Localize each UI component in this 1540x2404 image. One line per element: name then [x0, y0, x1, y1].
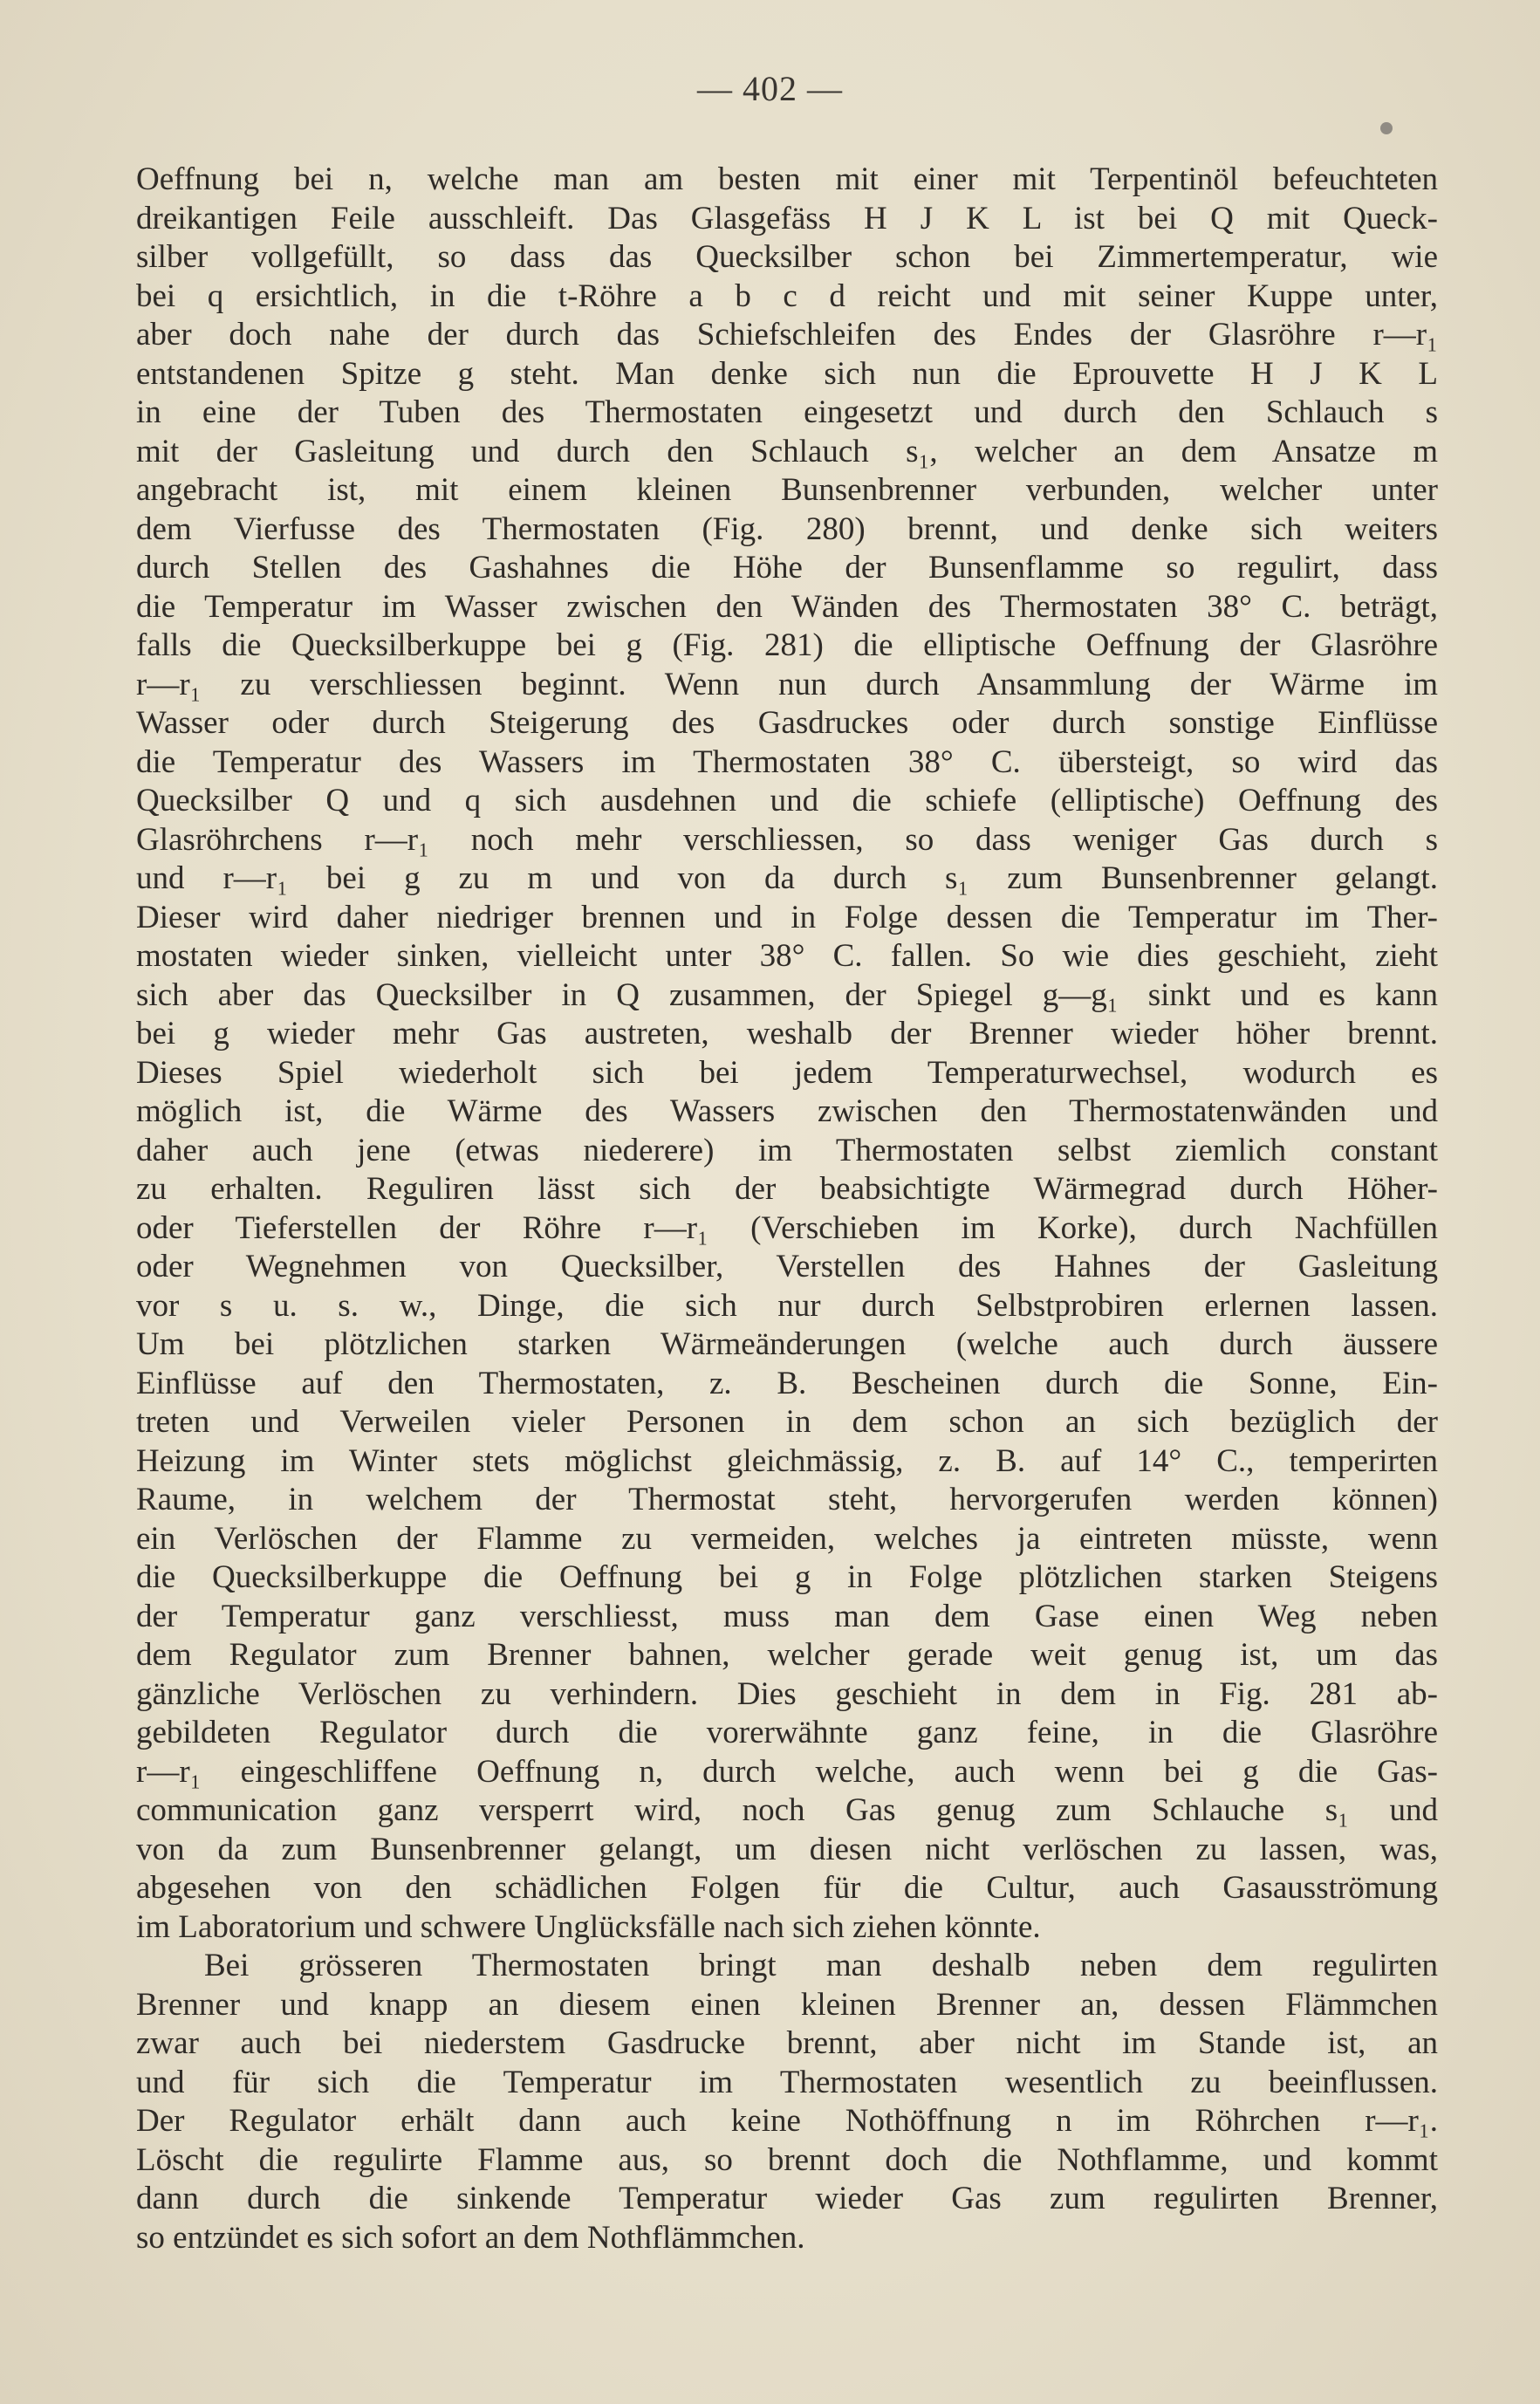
- text-line: Um bei plötzlichen starken Wärmeänderungen (welche auch durch äussere: [136, 1326, 1438, 1362]
- text-line: daher auch jene (etwas niederere) im Thermostaten selbst ziemlich constant: [136, 1132, 1438, 1168]
- text-line: bei g wieder mehr Gas austreten, weshalb der Brenner wieder höher brennt.: [136, 1016, 1438, 1051]
- page-number: — 402 —: [697, 69, 843, 108]
- text-line: in eine der Tuben des Thermostaten eingesetzt und durch den Schlauch s: [136, 394, 1438, 430]
- text-line: gebildeten Regulator durch die vorerwähnte ganz feine, in die Glasröhre: [136, 1715, 1438, 1750]
- text-line: der Temperatur ganz verschliesst, muss man dem Gase einen Weg neben: [136, 1598, 1438, 1634]
- text-line: Dieser wird daher niedriger brennen und in Folge dessen die Temperatur im Ther-: [136, 899, 1438, 935]
- text-line: zwar auch bei niederstem Gasdrucke brennt, aber nicht im Stande ist, an: [136, 2025, 1438, 2061]
- text-line: r—r₁ eingeschliffene Oeffnung n, durch welche, auch wenn bei g die Gas-: [136, 1753, 1438, 1790]
- text-line: im Laboratorium und schwere Unglücksfälle nach sich ziehen könnte.: [136, 1908, 1041, 1945]
- text-line: abgesehen von den schädlichen Folgen für die Cultur, auch Gasausströmung: [136, 1870, 1438, 1906]
- text-line: vor s u. s. w., Dinge, die sich nur durch Selbstprobiren erlernen lassen.: [136, 1287, 1438, 1324]
- text-line: dann durch die sinkende Temperatur wieder Gas zum regulirten Brenner,: [136, 2181, 1438, 2216]
- text-line: communication ganz versperrt wird, noch Gas genug zum Schlauche s₁ und: [136, 1792, 1438, 1828]
- text-line: aber doch nahe der durch das Schiefschleifen des Endes der Glasröhre r—r₁: [136, 317, 1438, 353]
- text-line: die Temperatur des Wassers im Thermostaten 38° C. übersteigt, so wird das: [136, 743, 1438, 780]
- text-line: silber vollgefüllt, so dass das Quecksilber schon bei Zimmertemperatur, wie: [136, 239, 1438, 275]
- text-line: dem Vierfusse des Thermostaten (Fig. 280) brennt, und denke sich weiters: [136, 510, 1438, 547]
- text-line: falls die Quecksilberkuppe bei g (Fig. 281) die elliptische Oeffnung der Glasröhre: [136, 627, 1438, 663]
- text-line: so entzündet es sich sofort an dem Nothflämmchen.: [136, 2219, 805, 2256]
- text-line: Raume, in welchem der Thermostat steht, hervorgerufen werden können): [136, 1482, 1438, 1517]
- text-line: die Temperatur im Wasser zwischen den Wänden des Thermostaten 38° C. beträgt,: [136, 588, 1438, 625]
- body-text: [136, 161, 1438, 2257]
- text-line: Oeffnung bei n, welche man am besten mit einer mit Terpentinöl befeuchteten: [136, 161, 1438, 197]
- text-line: Wasser oder durch Steigerung des Gasdruckes oder durch sonstige Einflüsse: [136, 705, 1438, 741]
- text-line: mit der Gasleitung und durch den Schlauch s₁, welcher an dem Ansatze m: [136, 433, 1438, 469]
- text-line: treten und Verweilen vieler Personen in dem schon an sich bezüglich der: [136, 1404, 1438, 1440]
- text-line: Glasröhrchens r—r₁ noch mehr verschliessen, so dass weniger Gas durch s: [136, 821, 1438, 858]
- text-line: r—r₁ zu verschliessen beginnt. Wenn nun durch Ansammlung der Wärme im: [136, 666, 1438, 702]
- text-line: Einflüsse auf den Thermostaten, z. B. Bescheinen durch die Sonne, Ein-: [136, 1365, 1438, 1401]
- text-line: bei q ersichtlich, in die t-Röhre a b c d reicht und mit seiner Kuppe unter,: [136, 277, 1438, 314]
- text-line: Bei grösseren Thermostaten bringt man deshalb neben dem regulirten: [204, 1948, 1438, 1983]
- text-line: die Quecksilberkuppe die Oeffnung bei g in Folge plötzlichen starken Steigens: [136, 1559, 1438, 1595]
- text-line: angebracht ist, mit einem kleinen Bunsenbrenner verbunden, welcher unter: [136, 472, 1438, 508]
- text-line: dreikantigen Feile ausschleift. Das Glasgefäss H J K L ist bei Q mit Queck-: [136, 200, 1438, 236]
- text-line: durch Stellen des Gashahnes die Höhe der Bunsenflamme so regulirt, dass: [136, 550, 1438, 586]
- text-line: zu erhalten. Reguliren lässt sich der beabsichtigte Wärmegrad durch Höher-: [136, 1171, 1438, 1207]
- text-line: Der Regulator erhält dann auch keine Nothöffnung n im Röhrchen r—r₁.: [136, 2103, 1438, 2139]
- ink-speck: [1380, 122, 1393, 134]
- text-line: oder Wegnehmen von Quecksilber, Verstellen des Hahnes der Gasleitung: [136, 1249, 1438, 1284]
- text-line: sich aber das Quecksilber in Q zusammen, der Spiegel g—g₁ sinkt und es kann: [136, 976, 1438, 1013]
- text-line: oder Tieferstellen der Röhre r—r₁ (Verschieben im Korke), durch Nachfüllen: [136, 1209, 1438, 1246]
- text-line: von da zum Bunsenbrenner gelangt, um diesen nicht verlöschen zu lassen, was,: [136, 1831, 1438, 1867]
- text-line: Löscht die regulirte Flamme aus, so brennt doch die Nothflamme, und kommt: [136, 2141, 1438, 2178]
- text-line: Quecksilber Q und q sich ausdehnen und die schiefe (elliptische) Oeffnung des: [136, 783, 1438, 818]
- text-line: Dieses Spiel wiederholt sich bei jedem Temperaturwechsel, wodurch es: [136, 1054, 1438, 1091]
- text-line: und r—r₁ bei g zu m und von da durch s₁ zum Bunsenbrenner gelangt.: [136, 860, 1438, 896]
- text-line: und für sich die Temperatur im Thermostaten wesentlich zu beeinflussen.: [136, 2064, 1438, 2100]
- text-line: Brenner und knapp an diesem einen kleinen Brenner an, dessen Flämmchen: [136, 1986, 1438, 2023]
- text-line: mostaten wieder sinken, vielleicht unter 38° C. fallen. So wie dies geschieht, zieht: [136, 938, 1438, 974]
- text-line: möglich ist, die Wärme des Wassers zwischen den Thermostatenwänden und: [136, 1093, 1438, 1129]
- text-line: dem Regulator zum Brenner bahnen, welcher gerade weit genug ist, um das: [136, 1637, 1438, 1673]
- text-line: gänzliche Verlöschen zu verhindern. Dies geschieht in dem in Fig. 281 ab-: [136, 1675, 1438, 1712]
- text-line: ein Verlöschen der Flamme zu vermeiden, welches ja eintreten müsste, wenn: [136, 1520, 1438, 1557]
- text-line: Heizung im Winter stets möglichst gleichmässig, z. B. auf 14° C., temperirten: [136, 1442, 1438, 1479]
- text-line: entstandenen Spitze g steht. Man denke sich nun die Eprouvette H J K L: [136, 355, 1438, 392]
